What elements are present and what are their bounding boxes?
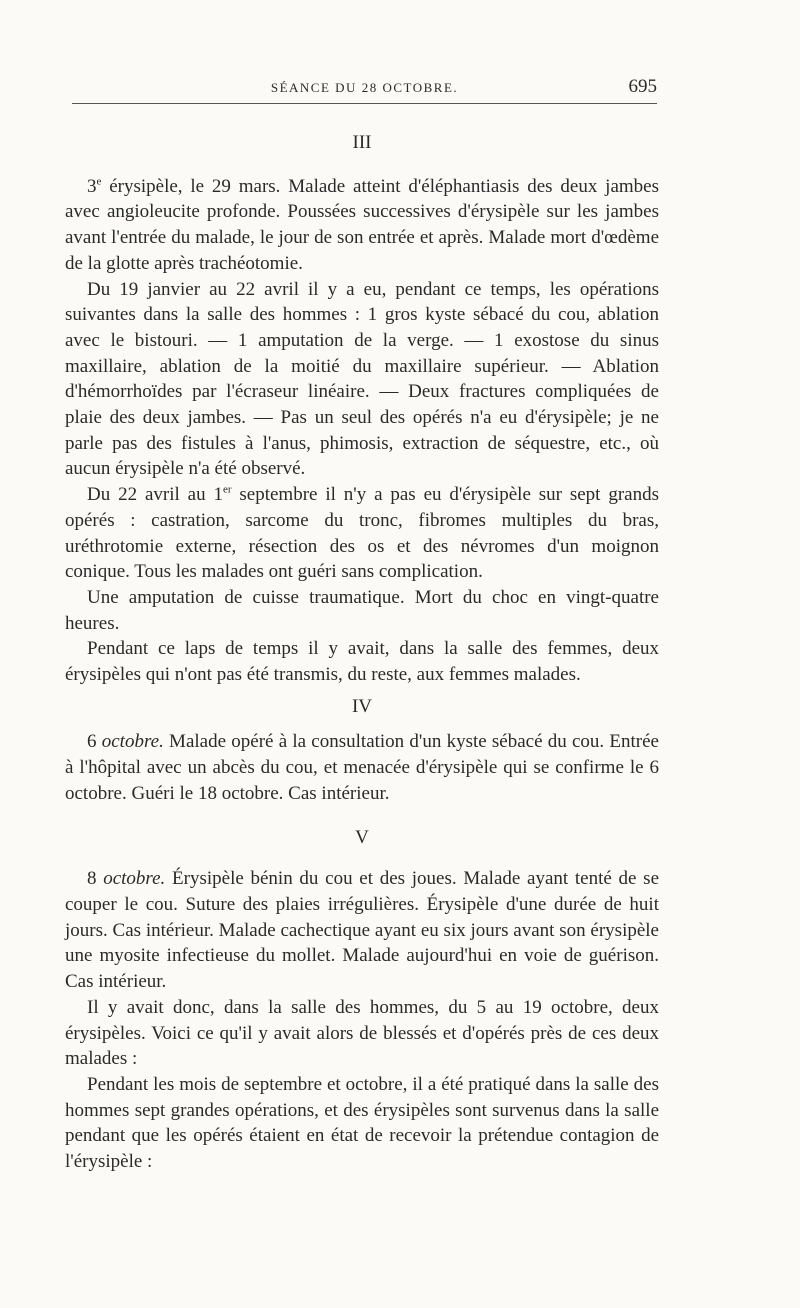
- section-heading-iv: IV: [351, 695, 373, 717]
- header-rule: [72, 103, 657, 104]
- section-heading-iii: III: [352, 132, 372, 153]
- running-title: SÉANCE DU 28 OCTOBRE.: [270, 80, 459, 95]
- paragraph-v-1: 8 octobre. Érysipèle bénin du cou et des joues. Malade ayant tenté de se couper le cou. Suture des plaies irrégulières. Érysipèle d'une durée de huit jours. Cas intérieur. Malade cachectique ayant eu six jours avant son érysipèle une myosite infectieuse du mollet. Malade aujourd'hui en voie de guérison. Cas intérieur.: [65, 868, 660, 993]
- paragraph-iii-4: Une amputation de cuisse traumatique. Mort du choc en vingt-quatre heures.: [65, 586, 659, 634]
- running-head: [72, 76, 657, 100]
- paragraph-v-2: Il y avait donc, dans la salle des hommes, du 5 au 19 octobre, deux érysipèles. Voici ce qu'il y avait alors de blessés et d'opérés près de ces deux malades :: [65, 996, 659, 1070]
- paragraph-v-3: Pendant les mois de septembre et octobre, il a été pratiqué dans la salle des hommes sept grandes opérations, et des érysipèles sont survenus dans la salle pendant que les opérés étaient en état de recevoir la prétendue contagion de l'érysipèle :: [65, 1073, 659, 1173]
- body-text: [65, 130, 659, 1175]
- paragraph-iii-2: Du 19 janvier au 22 avril il y a eu, pendant ce temps, les opérations suivantes dans la salle des hommes : 1 gros kyste sébacé du cou, ablation avec le bistouri. — 1 amputation de la verge. — 1 exostose du sinus maxillaire, ablation de la moitié du maxillaire supérieur. — Ablation d'hémorrhoïdes par l'écraseur linéaire. — Deux fractures compliquées de plaie des deux jambes. — Pas un seul des opérés n'a eu d'érysipèle; je ne parle pas des fistules à l'anus, phimosis, extraction de séquestre, etc., où aucun érysipèle n'a été observé.: [65, 278, 659, 480]
- section-heading-v: V: [355, 826, 369, 848]
- paragraph-iii-1: 3e érysipèle, le 29 mars. Malade atteint d'éléphantiasis des deux jambes avec angioleucite profonde. Poussées successives d'érysipèle sur les jambes avant l'entrée du malade, le jour de son entrée et après. Malade mort d'œdème de la glotte après trachéotomie.: [65, 175, 659, 274]
- paragraph-iv-1: 6 octobre. Malade opéré à la consultation d'un kyste sébacé du cou. Entrée à l'hôpital avec un abcès du cou, et menacée d'érysipèle qui se confirme le 6 octobre. Guéri le 18 octobre. Cas intérieur.: [65, 731, 659, 804]
- page-number: 695: [628, 76, 657, 97]
- paragraph-iii-3: Du 22 avril au 1er septembre il n'y a pas eu d'érysipèle sur sept grands opérés : castration, sarcome du tronc, fibromes multiples du bras, uréthrotomie externe, résection des os et des névromes d'un moignon conique. Tous les malades ont guéri sans complication.: [65, 483, 659, 583]
- paragraph-iii-5: Pendant ce laps de temps il y avait, dans la salle des femmes, deux érysipèles qui n'ont pas été transmis, du reste, aux femmes malades.: [65, 638, 659, 686]
